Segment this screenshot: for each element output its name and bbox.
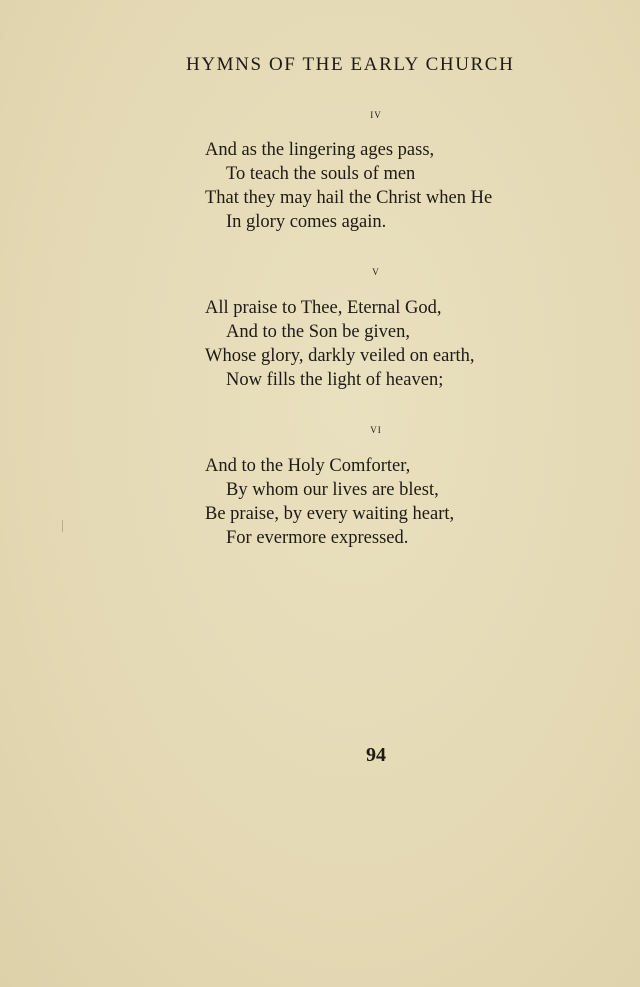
verse-line: And as the lingering ages pass, [205,140,435,160]
page-number: 94 [366,744,386,766]
stanza-iv [205,138,492,234]
stanza-number-vi: vi [370,421,382,436]
verse-line: For evermore expressed. [226,528,409,548]
verse-line: In glory comes again. [226,212,387,232]
running-head: HYMNS OF THE EARLY CHURCH [186,54,515,75]
verse-line: Be praise, by every waiting heart, [205,504,455,524]
stanza-vi [205,454,454,550]
verse-line: All praise to Thee, Eternal God, [205,298,442,318]
verse-line: And to the Holy Comforter, [205,456,411,476]
stanza-number-iv: iv [370,106,382,121]
stanza-v [205,296,475,392]
margin-mark [62,520,63,532]
verse-line: By whom our lives are blest, [226,480,439,500]
verse-line: And to the Son be given, [226,322,410,342]
stanza-number-v: v [372,263,380,278]
verse-line: That they may hail the Christ when He [205,188,493,208]
verse-line: Now fills the light of heaven; [226,370,444,390]
verse-line: To teach the souls of men [226,164,416,184]
verse-line: Whose glory, darkly veiled on earth, [205,346,475,366]
